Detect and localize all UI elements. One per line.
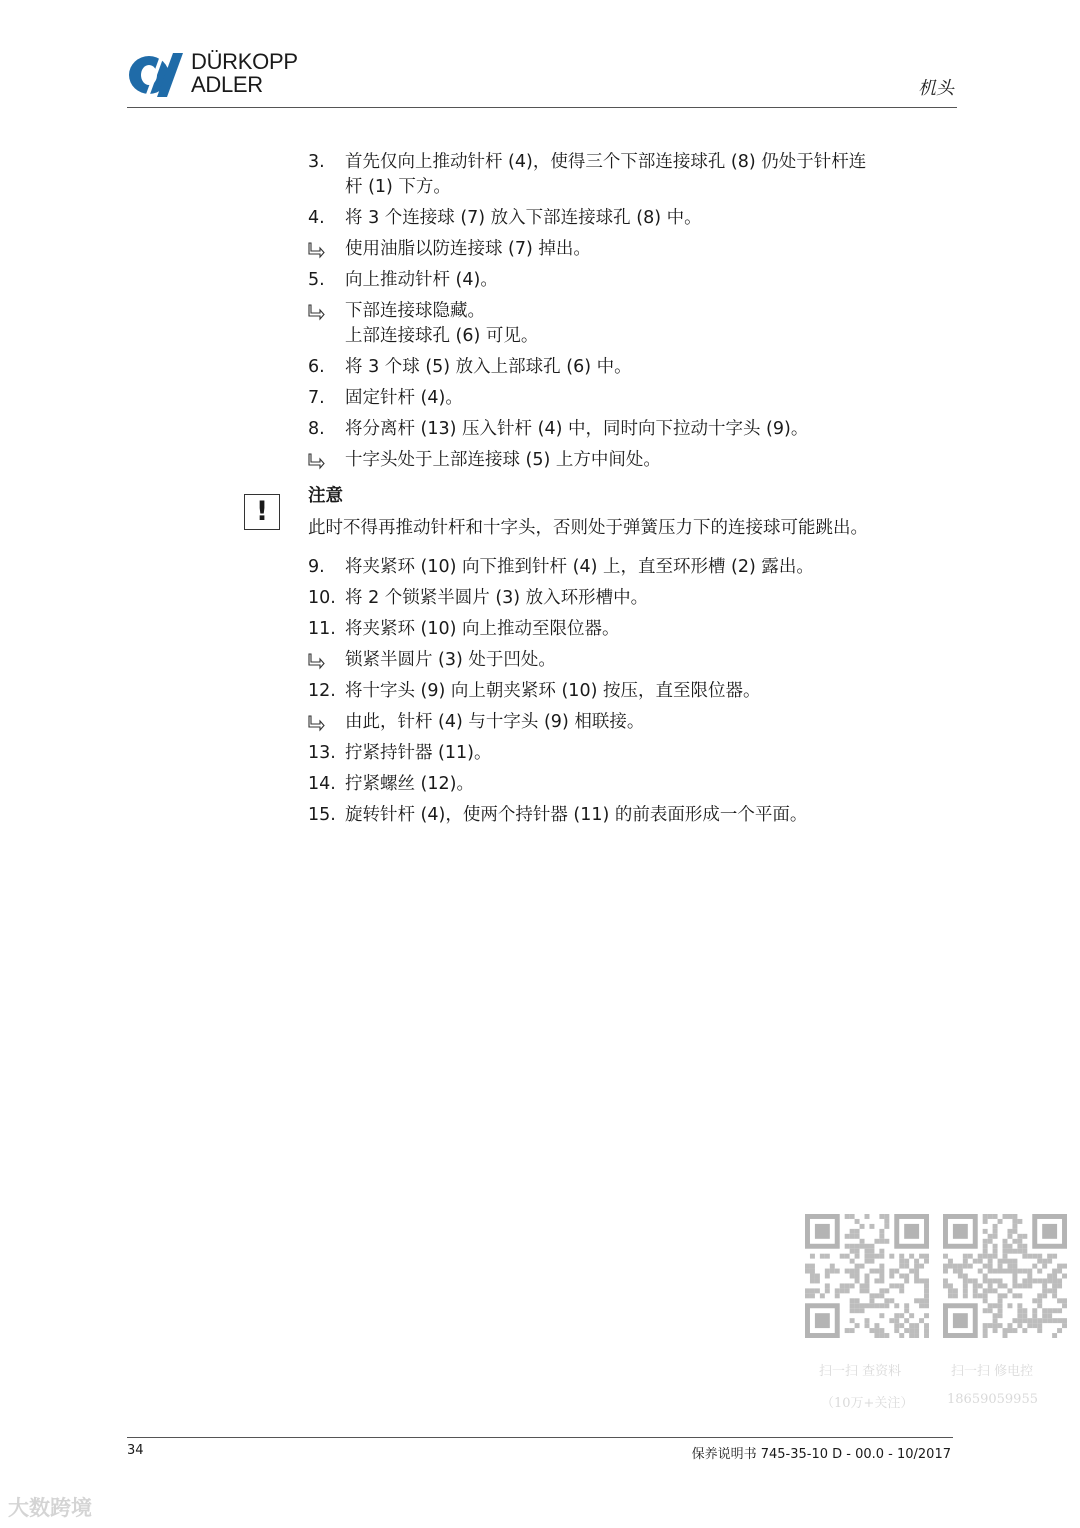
step-text: 将夹紧环 (10) 向上推动至限位器。 xyxy=(345,619,620,639)
result-item xyxy=(308,299,968,349)
step-text: 拧紧持针器 (11)。 xyxy=(345,743,492,763)
result-item xyxy=(308,710,968,735)
durkopp-adler-logo xyxy=(127,50,327,102)
instruction-steps xyxy=(308,150,968,479)
steps-group-1 xyxy=(308,150,968,473)
step-text: 由此，针杆 (4) 与十字头 (9) 相联接。 xyxy=(345,712,645,732)
logo-line-durkopp: DÜRKOPP xyxy=(191,49,298,74)
step-text: 将分离杆 (13) 压入针杆 (4) 中，同时向下拉动十字头 (9)。 xyxy=(345,419,809,439)
step-item xyxy=(308,741,968,766)
qr-code-right-icon xyxy=(943,1214,1067,1338)
result-arrow-icon xyxy=(308,303,326,321)
qr-left-subcaption: （10万+关注） xyxy=(821,1396,914,1411)
document-reference: 保养说明书 745-35-10 D - 00.0 - 10/2017 xyxy=(691,1447,951,1462)
logo-line-adler: ADLER xyxy=(191,72,263,97)
step-number: 4. xyxy=(308,208,325,228)
result-item xyxy=(308,648,968,673)
notice-box xyxy=(244,484,964,538)
chapter-title: 机头 xyxy=(918,78,954,99)
step-item xyxy=(308,206,968,231)
notice-body: 此时不得再推动针杆和十字头，否则处于弹簧压力下的连接球可能跳出。 xyxy=(308,518,868,538)
step-item xyxy=(308,617,968,642)
step-number: 14. xyxy=(308,774,336,794)
step-text: 杆 (1) 下方。 xyxy=(345,177,451,197)
result-item xyxy=(308,237,968,262)
step-text: 将夹紧环 (10) 向下推到针杆 (4) 上，直至环形槽 (2) 露出。 xyxy=(345,557,814,577)
result-arrow-icon xyxy=(308,241,326,259)
notice-title: 注意 xyxy=(308,486,343,506)
result-arrow-icon xyxy=(308,652,326,670)
step-text: 将 3 个球 (5) 放入上部球孔 (6) 中。 xyxy=(345,357,632,377)
step-item xyxy=(308,555,968,580)
step-text: 首先仅向上推动针杆 (4)，使得三个下部连接球孔 (8) 仍处于针杆连 xyxy=(345,152,867,172)
step-item xyxy=(308,268,968,293)
step-text: 将 2 个锁紧半圆片 (3) 放入环形槽中。 xyxy=(345,588,649,608)
step-item xyxy=(308,386,968,411)
step-number: 6. xyxy=(308,357,325,377)
step-number: 13. xyxy=(308,743,336,763)
step-item xyxy=(308,586,968,611)
instruction-steps-continued xyxy=(308,555,968,834)
step-text: 固定针杆 (4)。 xyxy=(345,388,463,408)
step-number: 8. xyxy=(308,419,325,439)
result-item xyxy=(308,448,968,473)
step-text: 使用油脂以防连接球 (7) 掉出。 xyxy=(345,239,591,259)
step-item xyxy=(308,150,968,200)
footer-divider xyxy=(127,1437,953,1438)
page-number: 34 xyxy=(127,1443,144,1458)
step-text: 拧紧螺丝 (12)。 xyxy=(345,774,474,794)
result-arrow-icon xyxy=(308,452,326,470)
step-text: 锁紧半圆片 (3) 处于凹处。 xyxy=(345,650,556,670)
step-number: 11. xyxy=(308,619,336,639)
step-item xyxy=(308,803,968,828)
step-text: 旋转针杆 (4)，使两个持针器 (11) 的前表面形成一个平面。 xyxy=(345,805,808,825)
qr-code-left-icon xyxy=(805,1214,929,1338)
step-number: 15. xyxy=(308,805,336,825)
step-number: 7. xyxy=(308,388,325,408)
warning-exclamation-icon: ! xyxy=(244,494,280,530)
step-text: 上部连接球孔 (6) 可见。 xyxy=(345,326,539,346)
qr-right-subcaption: 18659059955 xyxy=(947,1392,1038,1407)
step-text: 将 3 个连接球 (7) 放入下部连接球孔 (8) 中。 xyxy=(345,208,702,228)
logo-mark-icon xyxy=(127,53,185,97)
step-number: 9. xyxy=(308,557,325,577)
step-text: 十字头处于上部连接球 (5) 上方中间处。 xyxy=(345,450,661,470)
step-item xyxy=(308,417,968,442)
qr-right-caption: 扫一扫 修电控 xyxy=(951,1364,1034,1379)
step-number: 5. xyxy=(308,270,325,290)
steps-group-2 xyxy=(308,555,968,828)
step-text: 将十字头 (9) 向上朝夹紧环 (10) 按压，直至限位器。 xyxy=(345,681,761,701)
step-item xyxy=(308,355,968,380)
result-arrow-icon xyxy=(308,714,326,732)
qr-left-caption: 扫一扫 查资料 xyxy=(819,1364,902,1379)
qr-codes xyxy=(805,1214,1067,1414)
step-number: 3. xyxy=(308,152,325,172)
step-number: 12. xyxy=(308,681,336,701)
header-divider xyxy=(127,107,957,108)
step-item xyxy=(308,772,968,797)
step-text: 向上推动针杆 (4)。 xyxy=(345,270,498,290)
watermark-text: 大数跨境 xyxy=(8,1496,92,1520)
step-text: 下部连接球隐藏。 xyxy=(345,301,485,321)
step-item xyxy=(308,679,968,704)
logo-text xyxy=(191,50,298,96)
step-number: 10. xyxy=(308,588,336,608)
